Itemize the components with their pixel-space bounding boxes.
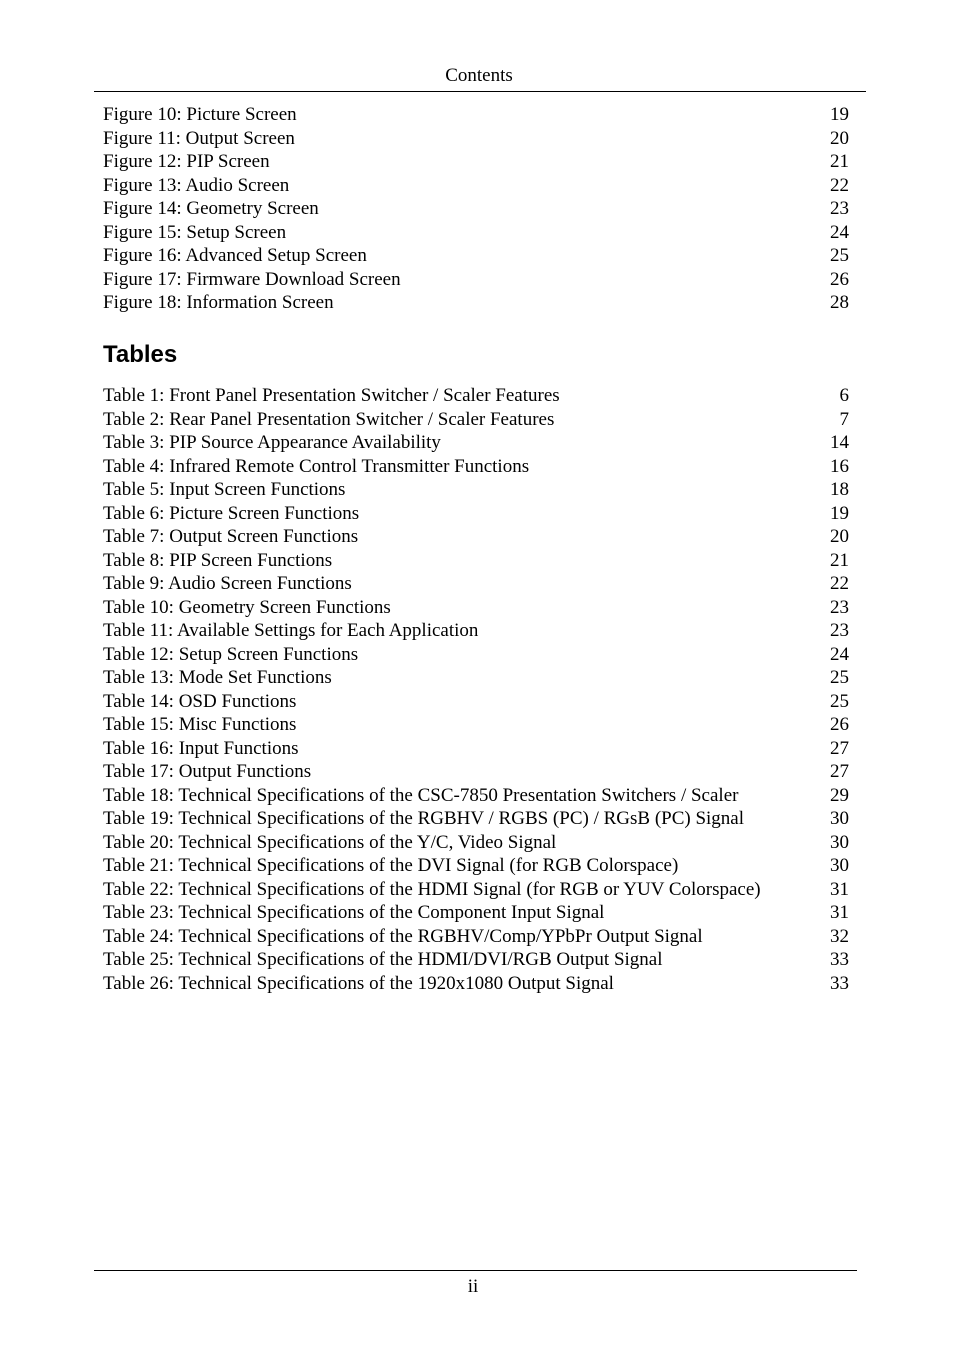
toc-entry-page: 28 (830, 292, 849, 313)
toc-entry-page: 33 (830, 949, 849, 970)
toc-entry-page: 14 (830, 432, 849, 453)
toc-entry-label: Figure 10: Picture Screen (103, 104, 297, 125)
toc-entry[interactable] (103, 478, 849, 502)
toc-entry-page: 31 (830, 878, 849, 900)
header-divider (94, 91, 866, 92)
toc-entry[interactable] (103, 831, 849, 855)
toc-entry[interactable] (103, 127, 849, 151)
toc-entry-page: 25 (830, 245, 849, 266)
toc-entry-page: 32 (830, 925, 849, 947)
toc-entry-page: 6 (839, 385, 849, 406)
toc-entry-page: 7 (839, 408, 849, 430)
toc-entry-page: 21 (830, 151, 849, 172)
toc-entry-label: Table 1: Front Panel Presentation Switcher / Scaler Features (103, 385, 560, 406)
toc-entry[interactable] (103, 549, 849, 573)
toc-entry-label: Table 26: Technical Specifications of the 1920x1080 Output Signal (103, 972, 614, 994)
toc-entry-label: Figure 14: Geometry Screen (103, 198, 319, 219)
footer-divider (94, 1270, 857, 1271)
toc-entry[interactable] (103, 455, 849, 479)
toc-entry-page: 30 (830, 831, 849, 853)
tables-heading: Tables (103, 341, 178, 368)
toc-entry-page: 23 (830, 620, 849, 641)
toc-entry-label: Table 22: Technical Specifications of the HDMI Signal (for RGB or YUV Colorspace) (103, 878, 761, 900)
toc-entry[interactable] (103, 221, 849, 245)
toc-entry[interactable] (103, 690, 849, 714)
toc-entry[interactable] (103, 525, 849, 549)
toc-entry-label: Table 2: Rear Panel Presentation Switcher / Scaler Features (103, 408, 555, 430)
toc-entry[interactable] (103, 619, 849, 643)
toc-entry-label: Table 14: OSD Functions (103, 690, 297, 712)
toc-entry[interactable] (103, 901, 849, 925)
toc-entry-label: Table 8: PIP Screen Functions (103, 549, 333, 571)
toc-entry-page: 24 (830, 221, 849, 243)
toc-entry[interactable] (103, 713, 849, 737)
toc-entry-label: Table 9: Audio Screen Functions (103, 573, 352, 594)
toc-entry-label: Table 23: Technical Specifications of the Component Input Signal (103, 902, 605, 923)
toc-entry-page: 30 (830, 855, 849, 876)
toc-entry-page: 18 (830, 479, 849, 500)
toc-entry-page: 26 (830, 268, 849, 290)
toc-entry[interactable] (103, 174, 849, 198)
toc-entry[interactable] (103, 666, 849, 690)
toc-entry-label: Table 4: Infrared Remote Control Transmitter Functions (103, 455, 530, 477)
page-number: ii (467, 1276, 479, 1297)
toc-entry-label: Table 10: Geometry Screen Functions (103, 596, 391, 618)
toc-entry-label: Figure 18: Information Screen (103, 292, 334, 313)
toc-entry-page: 29 (830, 784, 849, 806)
toc-entry-label: Figure 15: Setup Screen (103, 221, 287, 243)
toc-entry[interactable] (103, 854, 849, 878)
toc-entry-label: Table 13: Mode Set Functions (103, 667, 332, 688)
toc-entry[interactable] (103, 878, 849, 902)
toc-entry-page: 23 (830, 596, 849, 618)
toc-entry-label: Table 25: Technical Specifications of the HDMI/DVI/RGB Output Signal (103, 949, 663, 970)
toc-entry[interactable] (103, 760, 849, 784)
toc-entry[interactable] (103, 431, 849, 455)
toc-entry-label: Figure 16: Advanced Setup Screen (103, 245, 367, 266)
toc-entry-label: Table 17: Output Functions (103, 761, 312, 782)
toc-entry-label: Table 3: PIP Source Appearance Availability (103, 432, 441, 453)
toc-entry-label: Table 20: Technical Specifications of the Y/C, Video Signal (103, 831, 557, 853)
toc-entry-page: 30 (830, 808, 849, 829)
toc-entry[interactable] (103, 972, 849, 996)
toc-entry[interactable] (103, 408, 849, 432)
toc-entry[interactable] (103, 150, 849, 174)
toc-entry[interactable] (103, 807, 849, 831)
toc-entry-label: Figure 11: Output Screen (103, 127, 295, 149)
toc-entry-page: 21 (830, 549, 849, 571)
toc-entry-label: Figure 13: Audio Screen (103, 174, 290, 196)
toc-entry-label: Figure 17: Firmware Download Screen (103, 268, 401, 290)
toc-entry-page: 19 (830, 502, 849, 524)
toc-entry-label: Table 11: Available Settings for Each Application (103, 620, 479, 641)
toc-entry-label: Table 15: Misc Functions (103, 714, 297, 735)
toc-entry[interactable] (103, 268, 849, 292)
toc-entry[interactable] (103, 244, 849, 268)
toc-entry[interactable] (103, 784, 849, 808)
toc-entry-page: 19 (830, 104, 849, 125)
toc-entry-page: 20 (830, 127, 849, 149)
toc-entry[interactable] (103, 925, 849, 949)
toc-entry[interactable] (103, 291, 849, 315)
running-header: Contents (445, 65, 513, 86)
toc-entry[interactable] (103, 197, 849, 221)
toc-entry[interactable] (103, 737, 849, 761)
toc-entry-page: 27 (830, 761, 849, 782)
toc-entry-label: Table 6: Picture Screen Functions (103, 502, 360, 524)
toc-entry-page: 33 (830, 972, 849, 994)
toc-entry-label: Table 16: Input Functions (103, 737, 299, 759)
toc-entry-label: Table 12: Setup Screen Functions (103, 643, 359, 665)
toc-entry-page: 20 (830, 526, 849, 547)
toc-entry[interactable] (103, 103, 849, 127)
toc-entry-label: Table 7: Output Screen Functions (103, 526, 359, 547)
toc-entry-label: Table 5: Input Screen Functions (103, 479, 346, 500)
toc-entry-page: 24 (830, 643, 849, 665)
toc-entry-label: Table 21: Technical Specifications of the DVI Signal (for RGB Colorspace) (103, 855, 679, 876)
toc-entry-label: Table 24: Technical Specifications of the RGBHV/Comp/YPbPr Output Signal (103, 925, 703, 947)
toc-entry-page: 27 (830, 737, 849, 759)
toc-entry[interactable] (103, 948, 849, 972)
toc-entry[interactable] (103, 502, 849, 526)
toc-entry[interactable] (103, 572, 849, 596)
toc-entry-page: 22 (830, 573, 849, 594)
toc-entry-label: Table 19: Technical Specifications of the RGBHV / RGBS (PC) / RGsB (PC) Signal (103, 808, 745, 829)
toc-entry-label: Figure 12: PIP Screen (103, 151, 270, 172)
tables-list (103, 384, 849, 995)
toc-entry-page: 25 (830, 690, 849, 712)
toc-entry-page: 23 (830, 198, 849, 219)
toc-entry[interactable] (103, 384, 849, 408)
toc-entry-label: Table 18: Technical Specifications of the CSC-7850 Presentation Switchers / Scaler (103, 784, 739, 806)
toc-entry[interactable] (103, 643, 849, 667)
toc-entry-page: 16 (830, 455, 849, 477)
toc-entry-page: 31 (830, 902, 849, 923)
toc-entry[interactable] (103, 596, 849, 620)
toc-entry-page: 26 (830, 714, 849, 735)
figures-list (103, 103, 849, 315)
toc-entry-page: 25 (830, 667, 849, 688)
toc-entry-page: 22 (830, 174, 849, 196)
